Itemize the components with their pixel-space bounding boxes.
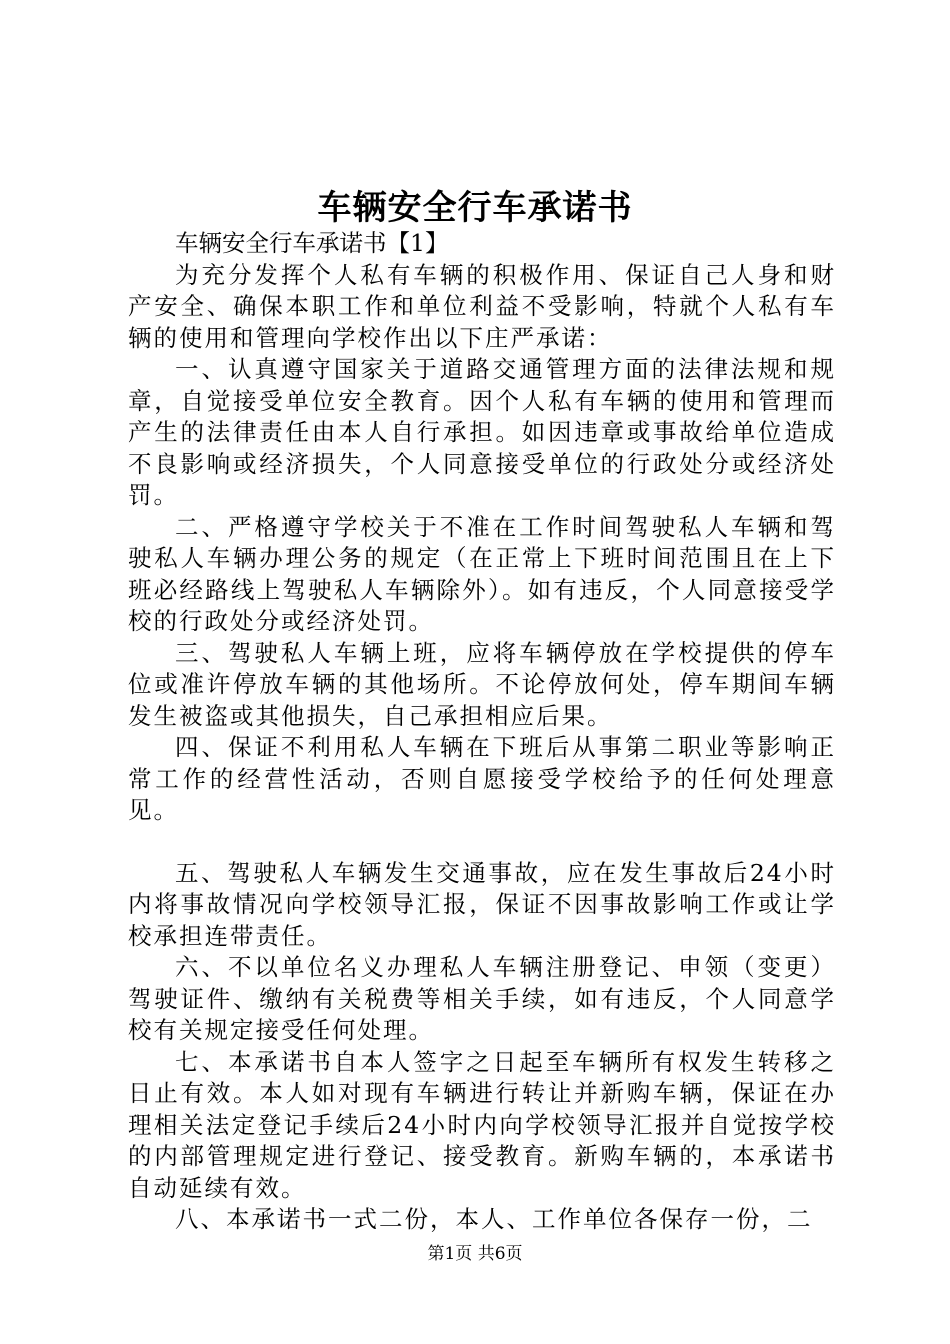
- paragraph-intro: 为充分发挥个人私有车辆的积极作用、保证自己人身和财产安全、确保本职工作和单位利益不受影响，特就个人私有车辆的使用和管理向学校作出以下庄严承诺：: [128, 260, 836, 352]
- page-number-footer: 第1页 共6页: [427, 1244, 523, 1264]
- paragraph-spacer: [128, 827, 836, 858]
- document-body: [128, 228, 836, 1236]
- paragraph-item-1: 一、认真遵守国家关于道路交通管理方面的法律法规和规章，自觉接受单位安全教育。因个人私有车辆的使用和管理而产生的法律责任由本人自行承担。如因违章或事故给单位造成不良影响或经济损失，个人同意接受单位的行政处分或经济处罚。: [128, 355, 836, 509]
- paragraph-item-4: 四、保证不利用私人车辆在下班后从事第二职业等影响正常工作的经营性活动，否则自愿接受学校给予的任何处理意见。: [128, 733, 836, 824]
- section-heading: 车辆安全行车承诺书【1】: [175, 229, 449, 257]
- document-title: 车辆安全行车承诺书: [317, 188, 633, 228]
- paragraph-item-8: 八、本承诺书一式二份，本人、工作单位各保存一份，二: [175, 1205, 813, 1233]
- paragraph-item-7: 七、本承诺书自本人签字之日起至车辆所有权发生转移之日止有效。本人如对现有车辆进行转让并新购车辆，保证在办理相关法定登记手续后24小时内向学校领导汇报并自觉按学校的内部管理规定进行登记、接受教育。新购车辆的，本承诺书自动延续有效。: [128, 1047, 836, 1202]
- paragraph-item-6: 六、不以单位名义办理私人车辆注册登记、申领（变更）驾驶证件、缴纳有关税费等相关手续，如有违反，个人同意学校有关规定接受任何处理。: [128, 953, 836, 1044]
- paragraph-item-3: 三、驾驶私人车辆上班，应将车辆停放在学校提供的停车位或准许停放车辆的其他场所。不论停放何处，停车期间车辆发生被盗或其他损失，自己承担相应后果。: [128, 638, 836, 730]
- paragraph-item-2: 二、严格遵守学校关于不准在工作时间驾驶私人车辆和驾驶私人车辆办理公务的规定（在正常上下班时间范围且在上下班必经路线上驾驶私人车辆除外）。如有违反，个人同意接受学校的行政处分或经济处罚。: [128, 512, 836, 635]
- paragraph-item-5: 五、驾驶私人车辆发生交通事故，应在发生事故后24小时内将事故情况向学校领导汇报，保证不因事故影响工作或让学校承担连带责任。: [128, 858, 836, 950]
